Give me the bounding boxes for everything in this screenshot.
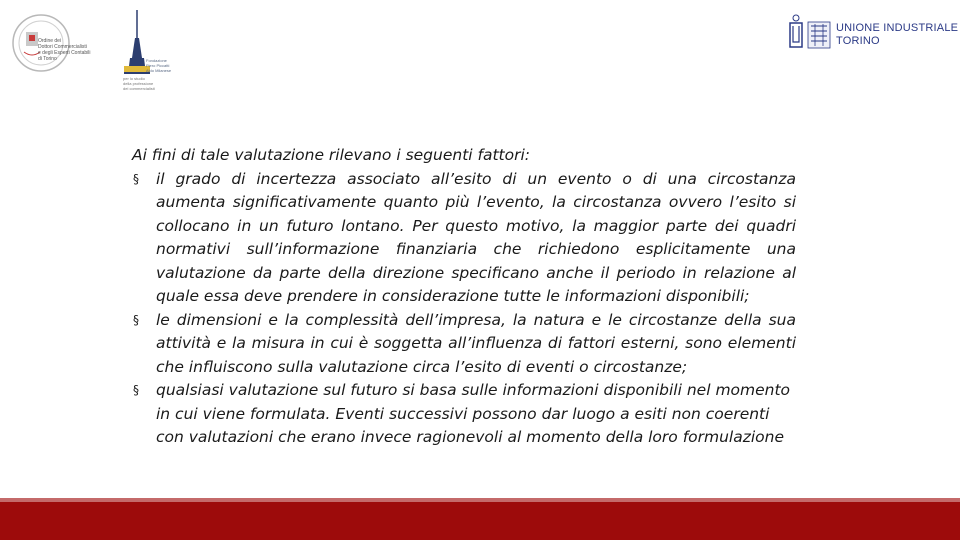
tower-line: Piero Piccatti — [146, 63, 170, 68]
factor-list — [132, 168, 796, 450]
odc-line: Ordine dei — [38, 38, 62, 44]
tower-line: Aldo Milanese — [146, 68, 172, 73]
footer-bar-highlight — [0, 498, 960, 502]
tower-sub-line: della professione — [123, 81, 154, 86]
list-item — [132, 379, 796, 450]
odc-line: Dottori Commercialisti — [38, 44, 87, 50]
tower-line: Fondazione — [146, 58, 167, 63]
odc-line: di Torino — [38, 56, 57, 62]
bullet-marker: § — [133, 171, 139, 186]
ui-logo-line: UNIONE INDUSTRIALE — [836, 22, 959, 34]
intro-paragraph: Ai fini di tale valutazione rilevano i seguenti fattori: — [132, 146, 531, 164]
tower-sub-line: per lo studio — [123, 76, 145, 81]
tower-logo-subtext — [123, 76, 173, 91]
list-item — [132, 168, 796, 309]
bullet-marker: § — [133, 383, 139, 397]
tower-logo-text — [146, 58, 186, 73]
footer-bar — [0, 498, 960, 540]
list-item-text: le dimensioni e la complessità dell’impresa, la natura e le circostanze della sua attività e la misura in cui è soggetta all’influenza di fattori esterni, sono elementi che influiscono sulla valutazione circa l’esito di eventi o circostanze; — [156, 310, 796, 376]
odc-line: e degli Esperti Contabili — [38, 50, 91, 56]
odc-logo-text — [38, 38, 98, 62]
list-item — [132, 309, 796, 380]
list-item-text: qualsiasi valutazione sul futuro si basa sulle informazioni disponibili nel momento in cui viene formulata. Eventi successivi possono dar luogo a esiti non coerenti con valutazioni che erano invece ragionevoli al momento della loro formulazione — [156, 381, 791, 446]
list-item-text: il grado di incertezza associato all’esito di un evento o di una circostanza aumenta significativamente quanto più l’evento, la circostanza ovvero l’esito si collocano in un futuro lontano. Per questo motivo, la maggior parte dei quadri normativi sull’informazione finanziaria che richiedono esplicitamente una valutazione da parte della direzione specificano anche il periodo in relazione al quale essa deve prendere in considerazione tutte le informazioni disponibili; — [156, 169, 796, 305]
unione-industriale-logo-text — [836, 22, 958, 48]
tower-sub-line: dei commercialisti — [123, 86, 155, 91]
slide-body — [132, 144, 796, 450]
ui-logo-line: TORINO — [836, 35, 880, 47]
bullet-marker: § — [133, 312, 139, 327]
